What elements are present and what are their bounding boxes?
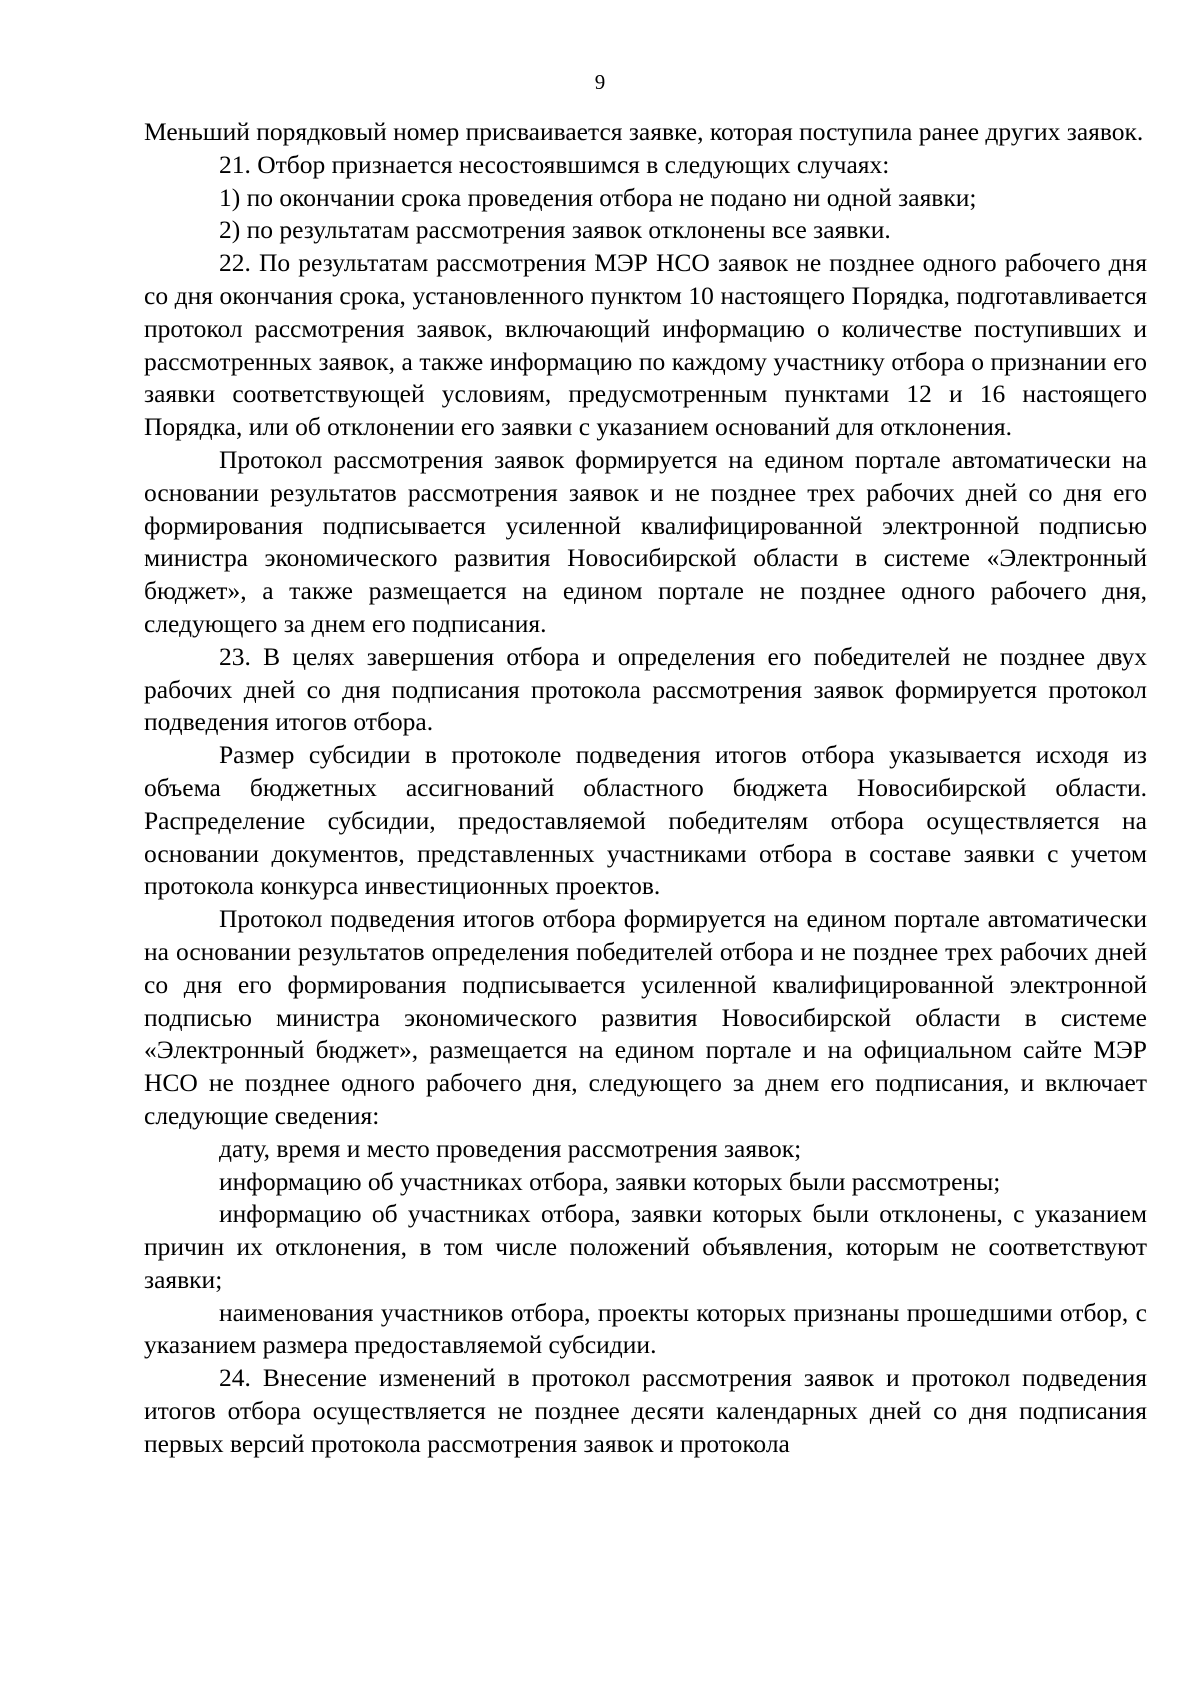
paragraph-list-reviewed: информацию об участниках отбора, заявки которых были рассмотрены;: [219, 1166, 1001, 1196]
paragraph-subsidy-size: Размер субсидии в протоколе подведения итогов отбора указывается исходя из объема бюджетных ассигнований областного бюджета Новосибирской области. Распределение субсидии, предоставляемой победителям отбора осуществляется на основании документов, представленных участниками отбора в составе заявки с учетом протокола конкурса инвестиционных проектов.: [144, 740, 1147, 901]
paragraph-item-21: 21. Отбор признается несостоявшимся в следующих случаях:: [219, 149, 890, 179]
paragraph-continuation: Меньший порядковый номер присваивается заявке, которая поступила ранее других заявок.: [144, 117, 1144, 146]
paragraph-results-protocol: Протокол подведения итогов отбора формируется на едином портале автоматически на основании результатов определения победителей отбора и не позднее трех рабочих дней со дня его формирования подписывается усиленной квалифицированной электронной подписью министра экономического развития Новосибирской области в системе «Электронный бюджет», размещается на едином портале и на официальном сайте МЭР НСО не позднее одного рабочего дня, следующего за днем его подписания, и включает следующие сведения:: [144, 904, 1147, 1130]
paragraph-subitem-21-1: 1) по окончании срока проведения отбора не подано ни одной заявки;: [219, 182, 977, 212]
paragraph-list-date: дату, время и место проведения рассмотрения заявок;: [219, 1133, 802, 1163]
paragraph-item-22: 22. По результатам рассмотрения МЭР НСО заявок не позднее одного рабочего дня со дня окончания срока, установленного пунктом 10 настоящего Порядка, подготавливается протокол рассмотрения заявок, включающий информацию о количестве поступивших и рассмотренных заявок, а также информацию по каждому участнику отбора о признании его заявки соответствующей условиям, предусмотренным пунктами 12 и 16 настоящего Порядка, или об отклонении его заявки с указанием оснований для отклонения.: [144, 248, 1147, 442]
page-number: 9: [594, 70, 606, 94]
paragraph-list-rejected: информацию об участниках отбора, заявки которых были отклонены, с указанием причин их отклонения, в том числе положений объявления, которым не соответствуют заявки;: [144, 1199, 1147, 1294]
paragraph-item-24: 24. Внесение изменений в протокол рассмотрения заявок и протокол подведения итогов отбора осуществляется не позднее десяти календарных дней со дня подписания первых версий протокола рассмотрения заявок и протокола: [144, 1363, 1147, 1458]
paragraph-list-winners: наименования участников отбора, проекты которых признаны прошедшими отбор, с указанием размера предоставляемой субсидии.: [144, 1297, 1147, 1360]
paragraph-review-protocol: Протокол рассмотрения заявок формируется на едином портале автоматически на основании результатов рассмотрения заявок и не позднее трех рабочих дней со дня его формирования подписывается усиленной квалифицированной электронной подписью министра экономического развития Новосибирской области в системе «Электронный бюджет», а также размещается на едином портале не позднее одного рабочего дня, следующего за днем его подписания.: [144, 444, 1147, 638]
paragraph-subitem-21-2: 2) по результатам рассмотрения заявок отклонены все заявки.: [219, 215, 891, 245]
document-body: [144, 116, 1147, 1461]
paragraph-item-23: 23. В целях завершения отбора и определения его победителей не позднее двух рабочих дней со дня подписания протокола рассмотрения заявок формируется протокол подведения итогов отбора.: [144, 641, 1147, 737]
